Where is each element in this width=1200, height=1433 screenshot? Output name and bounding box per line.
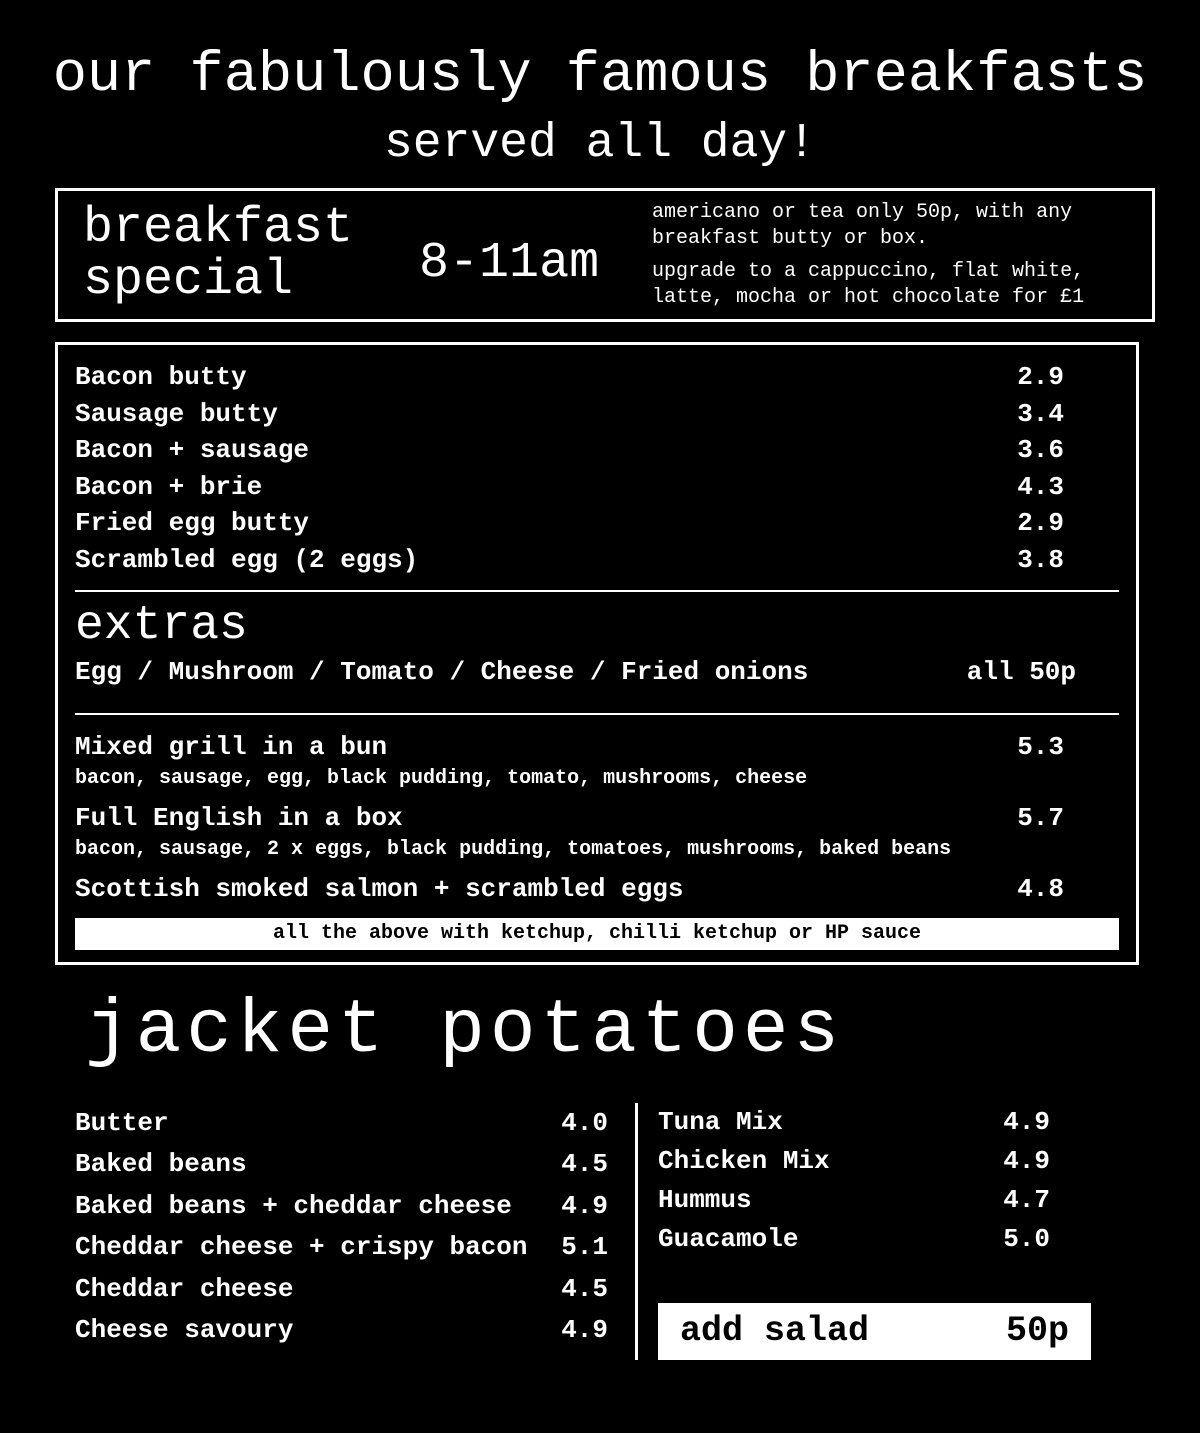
menu-item-row: [75, 359, 1119, 396]
menu-item-row: [75, 396, 1119, 433]
jacket-left-column: [75, 1103, 608, 1360]
jacket-potatoes-heading: jacket potatoes: [85, 987, 845, 1074]
sauce-banner: all the above with ketchup, chilli ketchup or HP sauce: [75, 918, 1119, 950]
item-price: 4.5: [561, 1149, 608, 1179]
menu-item-row: [75, 731, 1119, 764]
item-name: Chicken Mix: [658, 1145, 830, 1176]
section-divider: [75, 713, 1119, 715]
item-description: bacon, sausage, 2 x eggs, black pudding, tomatoes, mushrooms, baked beans: [75, 837, 952, 861]
menu-item-row: [75, 542, 1119, 579]
item-price: 4.7: [1003, 1184, 1050, 1215]
item-name: Cheddar cheese + crispy bacon: [75, 1232, 528, 1262]
item-name: Scottish smoked salmon + scrambled eggs: [75, 873, 684, 904]
salad-banner-price: 50p: [1005, 1310, 1069, 1351]
jacket-right-column: [658, 1103, 1091, 1360]
menu-item-row: [75, 1103, 608, 1145]
menu-item-row: [75, 1186, 608, 1228]
item-price: 4.5: [561, 1273, 608, 1304]
item-name: Baked beans: [75, 1149, 247, 1179]
menu-item-row: [75, 1269, 608, 1311]
page-title: our fabulously famous breakfasts: [52, 44, 1148, 108]
menu-item-row: [75, 469, 1119, 506]
breakfast-menu-box: [55, 342, 1139, 965]
jacket-potatoes-section: [75, 1103, 1200, 1360]
item-price: 3.6: [1017, 435, 1064, 465]
breakfast-special-hours: 8-11am: [419, 234, 600, 292]
item-name: Baked beans + cheddar cheese: [75, 1190, 512, 1221]
item-name: Full English in a box: [75, 802, 403, 833]
item-description: bacon, sausage, egg, black pudding, tomato, mushrooms, cheese: [75, 766, 808, 790]
item-price: 3.4: [1017, 398, 1064, 429]
item-price: 4.9: [1003, 1106, 1050, 1137]
item-name: Guacamole: [658, 1223, 799, 1254]
menu-item-row: [75, 1227, 608, 1269]
item-price: 4.0: [561, 1107, 608, 1138]
salad-banner: [658, 1303, 1091, 1360]
item-name: Bacon + brie: [75, 471, 263, 502]
menu-item-row: [658, 1142, 1091, 1181]
item-price: 5.0: [1003, 1223, 1050, 1254]
item-name: Cheese savoury: [75, 1315, 294, 1345]
item-price: 5.3: [1017, 731, 1064, 762]
menu-item-row: [75, 432, 1119, 469]
breakfast-special-note-upgrade: upgrade to a cappuccino, flat white, latte, mocha or hot chocolate for £1: [652, 259, 1085, 309]
menu-item-row: [658, 1181, 1091, 1220]
breakfast-special-title: [83, 200, 354, 309]
menu-item-row: [75, 802, 1119, 835]
item-price: 4.9: [561, 1315, 608, 1345]
item-price: 4.8: [1017, 873, 1064, 904]
item-price: 4.3: [1017, 471, 1064, 502]
item-price: 4.9: [1003, 1145, 1050, 1176]
extras-options: Egg / Mushroom / Tomato / Cheese / Fried onions: [75, 657, 809, 687]
menu-item-row: [75, 1144, 608, 1186]
menu-item-row: [75, 1310, 608, 1352]
item-name: Butter: [75, 1107, 169, 1138]
item-price: 2.9: [1017, 508, 1064, 538]
extras-row: [75, 654, 1119, 691]
breakfast-special-box: [55, 188, 1155, 322]
breakfast-special-notes: [652, 200, 1124, 311]
item-price: 5.7: [1017, 802, 1064, 833]
item-name: Mixed grill in a bun: [75, 731, 388, 762]
item-price: 5.1: [561, 1232, 608, 1262]
breakfast-special-title-line2: special: [83, 252, 294, 309]
menu-item-row: [75, 505, 1119, 542]
section-divider: [75, 590, 1119, 592]
item-price: 2.9: [1017, 362, 1064, 392]
item-price: 4.9: [561, 1190, 608, 1221]
extras-heading: extras: [75, 599, 248, 653]
salad-banner-label: add salad: [680, 1310, 870, 1351]
item-name: Bacon + sausage: [75, 435, 310, 465]
item-name: Tuna Mix: [658, 1106, 783, 1137]
item-name: Scrambled egg (2 eggs): [75, 544, 419, 575]
item-name: Hummus: [658, 1184, 752, 1215]
breakfast-special-title-line1: breakfast: [83, 200, 354, 257]
item-name: Bacon butty: [75, 362, 247, 392]
menu-item-row: [75, 873, 1119, 906]
breakfast-special-note-coffee: americano or tea only 50p, with any breakfast butty or box.: [652, 200, 1073, 250]
page-subtitle: served all day!: [383, 117, 817, 171]
menu-item-row: [658, 1220, 1091, 1259]
menu-item-row: [658, 1103, 1091, 1142]
item-price: 3.8: [1017, 544, 1064, 575]
item-name: Cheddar cheese: [75, 1273, 294, 1304]
extras-price: all 50p: [966, 657, 1076, 687]
item-name: Fried egg butty: [75, 508, 310, 538]
column-divider: [635, 1103, 638, 1360]
item-name: Sausage butty: [75, 398, 278, 429]
